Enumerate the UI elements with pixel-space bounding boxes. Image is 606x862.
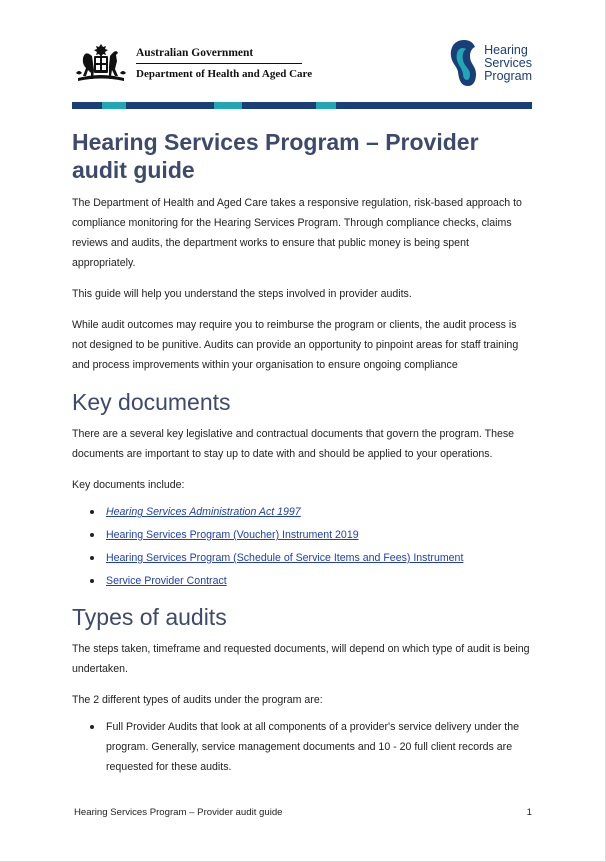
key-documents-list: [72, 502, 534, 591]
audit-types-list: [72, 717, 534, 777]
program-logo: [448, 38, 532, 88]
footer-title: Hearing Services Program – Provider audit guide: [74, 807, 283, 818]
list-item: [72, 548, 534, 568]
bullet-icon: [90, 510, 94, 514]
rule-segment: [242, 102, 316, 109]
audit-type-text: Full Provider Audits that look at all components of a provider's service delivery under the program. Generally, service management documents and 10 - 20 full client records are requested for these audits.: [106, 721, 520, 773]
ear-logo-icon: [448, 38, 478, 88]
rule-segment: [102, 102, 126, 109]
list-item: [72, 571, 534, 591]
rule-segment: [214, 102, 242, 109]
types-of-audits-lead: The 2 different types of audits under the program are:: [72, 694, 323, 706]
rule-segment: [336, 102, 532, 109]
intro-paragraph: This guide will help you understand the steps involved in provider audits.: [72, 288, 412, 300]
program-logo-line: Program: [484, 68, 532, 83]
document-link[interactable]: Hearing Services Program (Schedule of Service Items and Fees) Instrument: [106, 552, 464, 564]
page-header: [72, 38, 532, 98]
key-documents-lead: Key documents include:: [72, 479, 185, 491]
rule-segment: [126, 102, 214, 109]
bullet-icon: [90, 533, 94, 537]
key-documents-paragraph: There are a several key legislative and contractual documents that govern the program. These documents are important to stay up to date with and should be applied to your operations.: [72, 428, 515, 460]
types-of-audits-heading: Types of audits: [72, 604, 227, 630]
types-of-audits-paragraph: The steps taken, timeframe and requested documents, will depend on which type of audit is being undertaken.: [72, 643, 530, 675]
header-color-rule: [72, 102, 532, 109]
document-body: [72, 128, 534, 786]
document-link[interactable]: Hearing Services Program (Voucher) Instrument 2019: [106, 529, 359, 541]
rule-segment: [316, 102, 336, 109]
key-documents-heading: Key documents: [72, 389, 231, 415]
logo-divider: [136, 63, 302, 64]
page-title: Hearing Services Program – Provider audit guide: [72, 129, 479, 183]
page-footer: [74, 807, 532, 818]
list-item: [72, 525, 534, 545]
rule-segment: [72, 102, 102, 109]
program-logo-line: Services: [484, 55, 532, 70]
program-logo-line: Hearing: [484, 42, 528, 57]
page-number: 1: [526, 807, 532, 818]
department-name: Department of Health and Aged Care: [136, 67, 313, 80]
document-link[interactable]: Hearing Services Administration Act 1997: [106, 506, 301, 518]
intro-paragraph: While audit outcomes may require you to reimburse the program or clients, the audit process is not designed to be punitive. Audits can provide an opportunity to pinpoint areas for staff training and process improvements within your organisation to ensure ongoing compliance: [72, 319, 519, 371]
government-logo: [72, 40, 312, 86]
government-name: Australian Government: [136, 46, 254, 59]
coat-of-arms-icon: [72, 40, 130, 86]
intro-paragraph: The Department of Health and Aged Care takes a responsive regulation, risk-based approach to compliance monitoring for the Hearing Services Program. Through compliance checks, claims reviews and audits, the department works to ensure that public money is being spent appropriately.: [72, 197, 522, 269]
bullet-icon: [90, 556, 94, 560]
document-link[interactable]: Service Provider Contract: [106, 575, 227, 587]
bullet-icon: [90, 725, 94, 729]
list-item: [72, 502, 534, 522]
bullet-icon: [90, 579, 94, 583]
list-item: [72, 717, 534, 777]
